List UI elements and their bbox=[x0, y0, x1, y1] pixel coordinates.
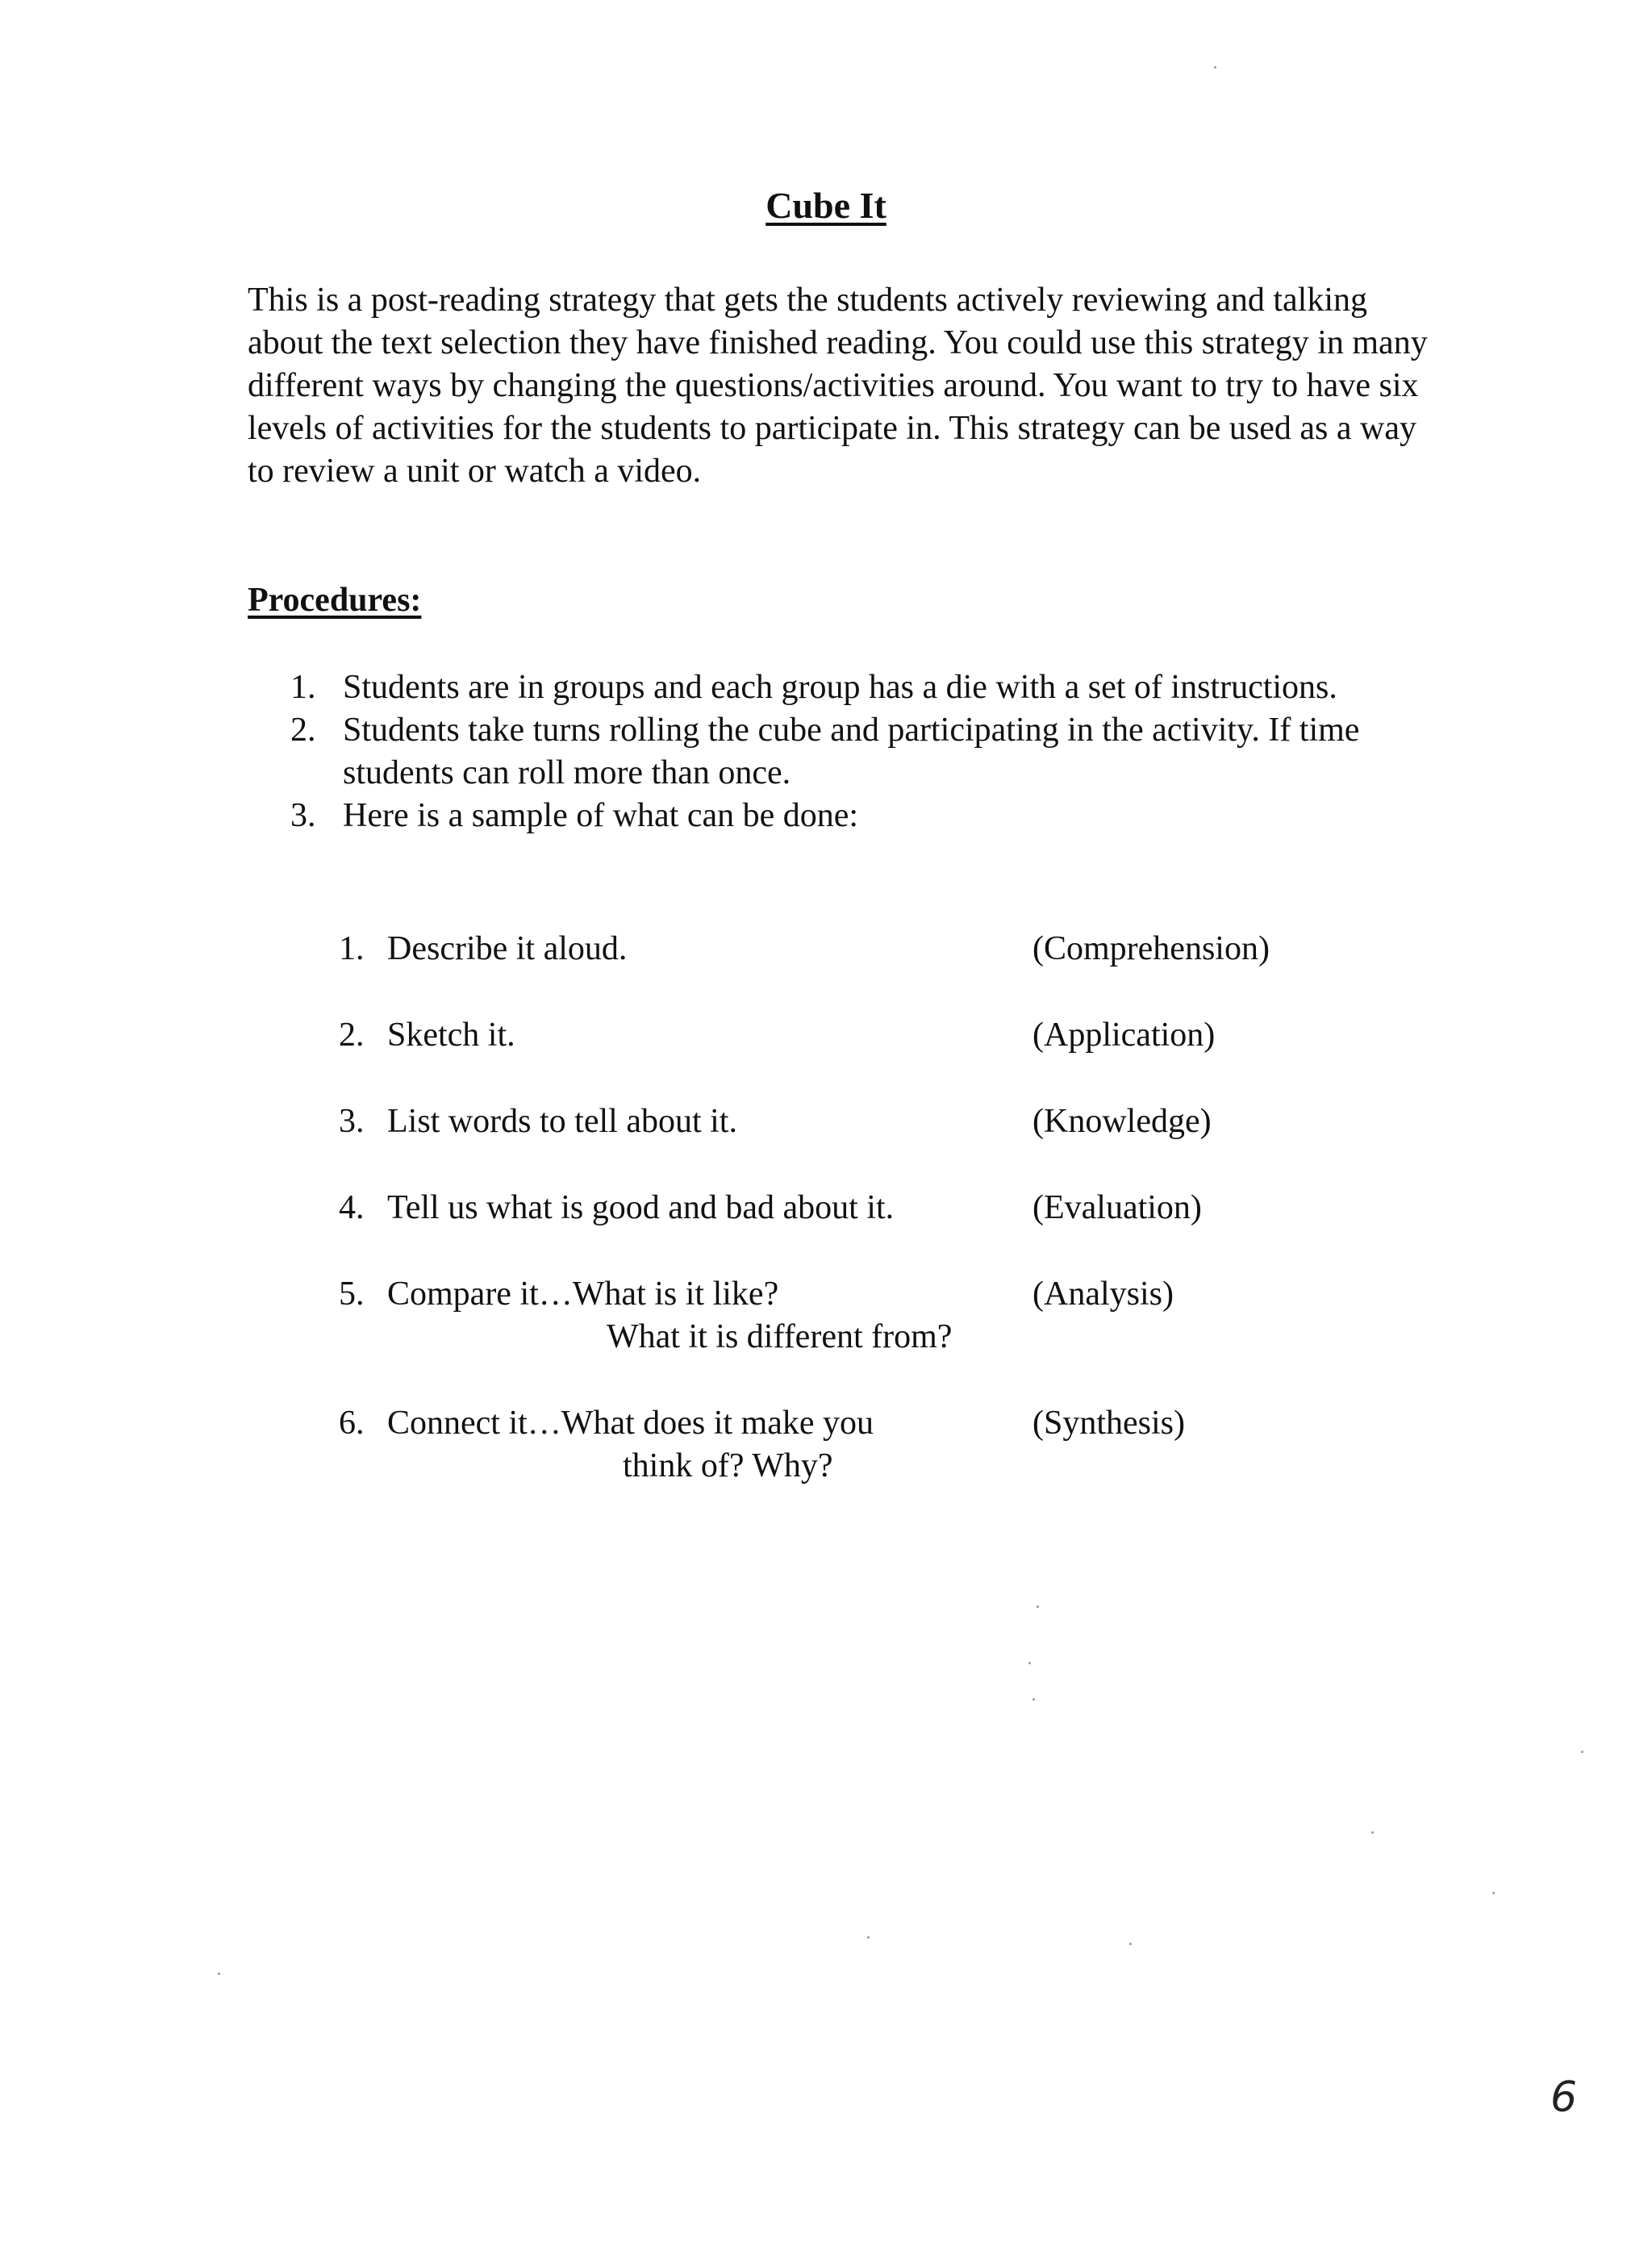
activity-text: Describe it aloud. bbox=[387, 930, 628, 967]
activity-level: (Synthesis) bbox=[1032, 1405, 1185, 1442]
activity-number: 1. bbox=[339, 930, 365, 967]
activity-list bbox=[339, 928, 1387, 1531]
procedures-heading: Procedures: bbox=[248, 582, 422, 619]
page-number: 6 bbox=[1550, 2073, 1578, 2122]
step-text: Students are in groups and each group has a die with a set of instructions. bbox=[343, 669, 1337, 706]
activity-level: (Evaluation) bbox=[1032, 1189, 1202, 1226]
step-number: 1. bbox=[290, 669, 316, 706]
scan-speck bbox=[1492, 1892, 1495, 1894]
activity-number: 4. bbox=[339, 1189, 365, 1226]
activity-level: (Knowledge) bbox=[1032, 1103, 1212, 1140]
scan-speck bbox=[218, 1973, 220, 1975]
activity-text-continued: What it is different from? bbox=[607, 1318, 953, 1355]
activity-number: 2. bbox=[339, 1017, 365, 1054]
list-item bbox=[290, 795, 1444, 837]
activity-text: Tell us what is good and bad about it. bbox=[387, 1189, 895, 1226]
activity-text-continued: think of? Why? bbox=[623, 1447, 833, 1484]
list-item bbox=[290, 666, 1444, 709]
activity-item bbox=[339, 1014, 1387, 1057]
scan-speck bbox=[867, 1936, 870, 1939]
step-text: Students take turns rolling the cube and participating in the activity. If time students can roll more than once. bbox=[343, 712, 1360, 791]
scan-speck bbox=[1371, 1831, 1374, 1834]
activity-number: 3. bbox=[339, 1103, 365, 1140]
scan-speck bbox=[1032, 1698, 1035, 1701]
step-number: 3. bbox=[290, 797, 316, 834]
activity-text: Sketch it. bbox=[387, 1017, 515, 1054]
scan-speck bbox=[1214, 66, 1216, 69]
scan-speck bbox=[1037, 1605, 1039, 1608]
activity-level: (Comprehension) bbox=[1032, 930, 1270, 967]
activity-level: (Analysis) bbox=[1032, 1275, 1174, 1313]
activity-level: (Application) bbox=[1032, 1017, 1216, 1054]
activity-number: 6. bbox=[339, 1405, 365, 1442]
activity-item bbox=[339, 928, 1387, 971]
activity-item bbox=[339, 1187, 1387, 1230]
scan-speck bbox=[1129, 1943, 1132, 1945]
document-title: Cube It bbox=[766, 185, 886, 226]
activity-item bbox=[339, 1100, 1387, 1143]
activity-number: 5. bbox=[339, 1275, 365, 1313]
step-text: Here is a sample of what can be done: bbox=[343, 797, 859, 834]
procedure-steps bbox=[290, 666, 1444, 837]
activity-text: Compare it…What is it like? bbox=[387, 1275, 779, 1313]
scan-speck bbox=[1581, 1751, 1583, 1753]
scan-speck bbox=[1028, 1662, 1031, 1664]
activity-text: Connect it…What does it make you bbox=[387, 1405, 874, 1442]
list-item bbox=[290, 709, 1444, 795]
activity-item bbox=[339, 1273, 1387, 1359]
intro-paragraph: This is a post-reading strategy that gets the students actively reviewing and talking about the text selection they have finished reading. You could use this strategy in many different ways by changing the questions/activities around. You want to try to have six levels of activities for the students to participate in. This strategy can be used as a way to review a unit or watch a video. bbox=[248, 282, 1428, 490]
step-number: 2. bbox=[290, 712, 316, 749]
activity-item bbox=[339, 1402, 1387, 1488]
activity-text: List words to tell about it. bbox=[387, 1103, 737, 1140]
